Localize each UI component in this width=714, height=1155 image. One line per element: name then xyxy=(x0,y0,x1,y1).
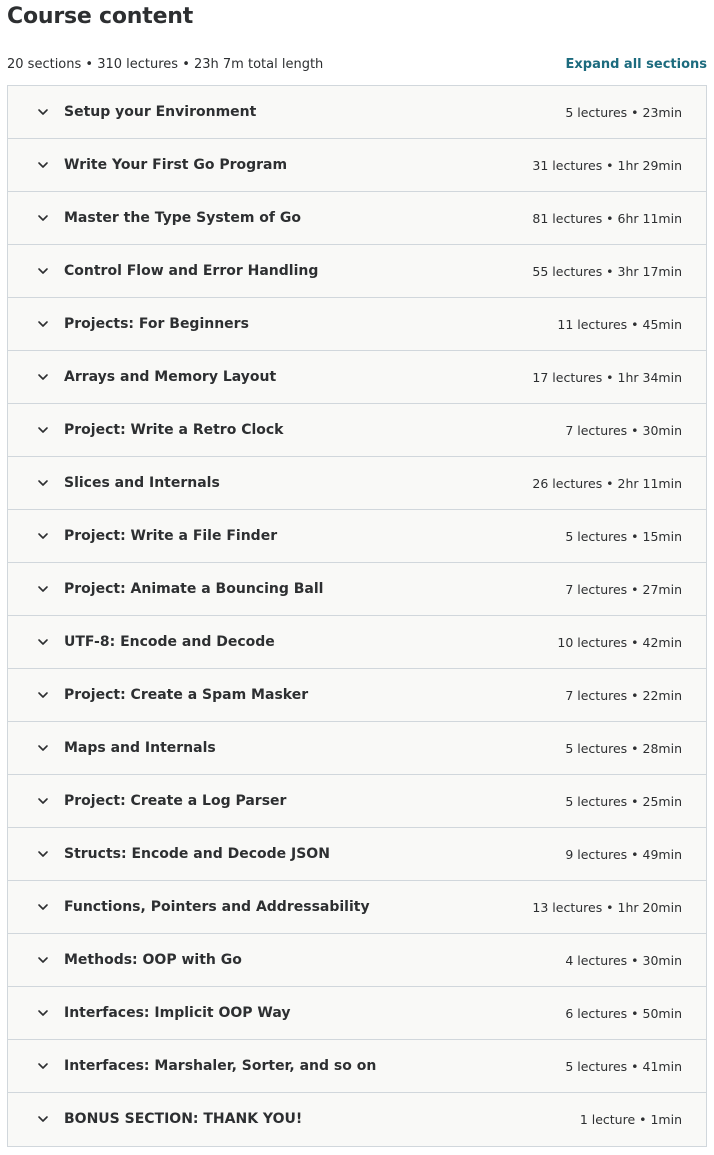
chevron-down-icon[interactable] xyxy=(37,583,49,595)
section-title: Project: Create a Spam Masker xyxy=(64,687,309,703)
section-row-6[interactable] xyxy=(8,351,706,404)
expand-all-sections-button[interactable]: Expand all sections xyxy=(565,57,707,72)
chevron-down-icon[interactable] xyxy=(37,1113,49,1125)
chevron-down-icon[interactable] xyxy=(37,901,49,913)
section-title: Control Flow and Error Handling xyxy=(64,263,319,279)
section-row-5[interactable] xyxy=(8,298,706,351)
section-row-14[interactable] xyxy=(8,775,706,828)
section-title: Maps and Internals xyxy=(64,740,216,756)
section-row-13[interactable] xyxy=(8,722,706,775)
section-meta: 81 lectures • 6hr 11min xyxy=(532,211,682,226)
chevron-down-icon[interactable] xyxy=(37,1007,49,1019)
section-meta: 9 lectures • 49min xyxy=(565,847,682,862)
chevron-down-icon[interactable] xyxy=(37,636,49,648)
section-title: BONUS SECTION: THANK YOU! xyxy=(64,1111,303,1127)
section-row-16[interactable] xyxy=(8,881,706,934)
section-list xyxy=(7,85,707,1147)
section-title: UTF-8: Encode and Decode xyxy=(64,634,275,650)
chevron-down-icon[interactable] xyxy=(37,106,49,118)
chevron-down-icon[interactable] xyxy=(37,954,49,966)
chevron-down-icon[interactable] xyxy=(37,477,49,489)
chevron-down-icon[interactable] xyxy=(37,371,49,383)
section-meta: 1 lecture • 1min xyxy=(579,1112,682,1127)
section-meta: 5 lectures • 23min xyxy=(565,105,682,120)
section-meta: 13 lectures • 1hr 20min xyxy=(532,900,682,915)
section-title: Arrays and Memory Layout xyxy=(64,369,277,385)
section-meta: 7 lectures • 27min xyxy=(565,582,682,597)
section-row-10[interactable] xyxy=(8,563,706,616)
section-meta: 7 lectures • 22min xyxy=(565,688,682,703)
section-meta: 55 lectures • 3hr 17min xyxy=(532,264,682,279)
section-title: Project: Animate a Bouncing Ball xyxy=(64,581,324,597)
chevron-down-icon[interactable] xyxy=(37,212,49,224)
section-row-2[interactable] xyxy=(8,139,706,192)
chevron-down-icon[interactable] xyxy=(37,159,49,171)
section-title: Project: Write a Retro Clock xyxy=(64,422,284,438)
section-row-4[interactable] xyxy=(8,245,706,298)
section-title: Write Your First Go Program xyxy=(64,157,288,173)
section-row-11[interactable] xyxy=(8,616,706,669)
section-row-8[interactable] xyxy=(8,457,706,510)
chevron-down-icon[interactable] xyxy=(37,424,49,436)
section-title: Structs: Encode and Decode JSON xyxy=(64,846,330,862)
section-meta: 26 lectures • 2hr 11min xyxy=(532,476,682,491)
chevron-down-icon[interactable] xyxy=(37,689,49,701)
section-row-20[interactable] xyxy=(8,1093,706,1146)
chevron-down-icon[interactable] xyxy=(37,742,49,754)
section-meta: 6 lectures • 50min xyxy=(565,1006,682,1021)
section-row-18[interactable] xyxy=(8,987,706,1040)
section-meta: 5 lectures • 28min xyxy=(565,741,682,756)
section-meta: 5 lectures • 41min xyxy=(565,1059,682,1074)
chevron-down-icon[interactable] xyxy=(37,848,49,860)
section-row-9[interactable] xyxy=(8,510,706,563)
section-meta: 5 lectures • 25min xyxy=(565,794,682,809)
section-title: Methods: OOP with Go xyxy=(64,952,242,968)
section-meta: 17 lectures • 1hr 34min xyxy=(532,370,682,385)
section-title: Interfaces: Implicit OOP Way xyxy=(64,1005,291,1021)
section-row-3[interactable] xyxy=(8,192,706,245)
section-meta: 31 lectures • 1hr 29min xyxy=(532,158,682,173)
section-row-19[interactable] xyxy=(8,1040,706,1093)
section-meta: 7 lectures • 30min xyxy=(565,423,682,438)
section-meta: 11 lectures • 45min xyxy=(557,317,682,332)
section-meta: 5 lectures • 15min xyxy=(565,529,682,544)
section-row-15[interactable] xyxy=(8,828,706,881)
page-title: Course content xyxy=(7,4,194,29)
chevron-down-icon[interactable] xyxy=(37,795,49,807)
chevron-down-icon[interactable] xyxy=(37,265,49,277)
section-title: Slices and Internals xyxy=(64,475,220,491)
course-summary: 20 sections • 310 lectures • 23h 7m total length xyxy=(7,57,324,72)
section-meta: 10 lectures • 42min xyxy=(557,635,682,650)
section-meta: 4 lectures • 30min xyxy=(565,953,682,968)
section-title: Projects: For Beginners xyxy=(64,316,249,332)
section-row-17[interactable] xyxy=(8,934,706,987)
section-row-1[interactable] xyxy=(8,86,706,139)
section-title: Project: Write a File Finder xyxy=(64,528,278,544)
section-title: Master the Type System of Go xyxy=(64,210,301,226)
section-row-7[interactable] xyxy=(8,404,706,457)
chevron-down-icon[interactable] xyxy=(37,530,49,542)
chevron-down-icon[interactable] xyxy=(37,1060,49,1072)
section-title: Project: Create a Log Parser xyxy=(64,793,287,809)
section-title: Functions, Pointers and Addressability xyxy=(64,899,370,915)
section-title: Interfaces: Marshaler, Sorter, and so on xyxy=(64,1058,377,1074)
section-title: Setup your Environment xyxy=(64,104,257,120)
section-row-12[interactable] xyxy=(8,669,706,722)
chevron-down-icon[interactable] xyxy=(37,318,49,330)
